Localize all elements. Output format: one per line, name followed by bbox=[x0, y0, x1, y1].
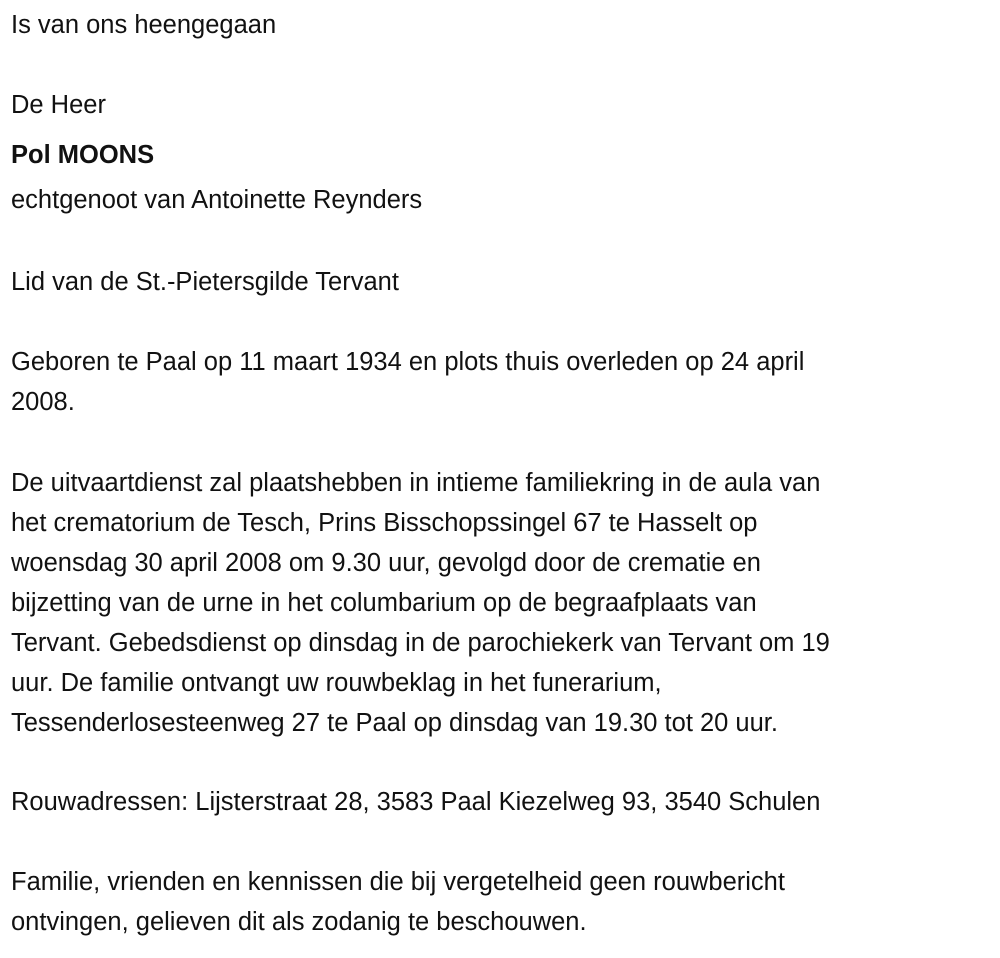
intro-text: Is van ons heengegaan bbox=[11, 11, 277, 39]
paragraph-line: 2008. bbox=[11, 388, 75, 416]
paragraph-line: De uitvaartdienst zal plaatshebben in intieme familiekring in de aula van bbox=[11, 469, 821, 497]
addresses-text: Rouwadressen: Lijsterstraat 28, 3583 Paal Kiezelweg 93, 3540 Schulen bbox=[11, 788, 821, 816]
deceased-name: Pol MOONS bbox=[11, 141, 155, 169]
title-prefix: De Heer bbox=[11, 91, 106, 119]
paragraph-line: Tessenderlosesteenweg 27 te Paal op dinsdag van 19.30 tot 20 uur. bbox=[11, 709, 778, 737]
paragraph-line: ontvingen, gelieven dit als zodanig te beschouwen. bbox=[11, 908, 587, 936]
birth-death-paragraph bbox=[11, 342, 804, 422]
service-paragraph bbox=[11, 463, 830, 743]
paragraph-line: Tervant. Gebedsdienst op dinsdag in de parochiekerk van Tervant om 19 bbox=[11, 629, 830, 657]
spouse-text: echtgenoot van Antoinette Reynders bbox=[11, 186, 423, 214]
membership-text: Lid van de St.-Pietersgilde Tervant bbox=[11, 268, 399, 296]
paragraph-line: uur. De familie ontvangt uw rouwbeklag in het funerarium, bbox=[11, 669, 662, 697]
paragraph-line: het crematorium de Tesch, Prins Bisschopssingel 67 te Hasselt op bbox=[11, 509, 758, 537]
paragraph-line: woensdag 30 april 2008 om 9.30 uur, gevolgd door de crematie en bbox=[11, 549, 761, 577]
paragraph-line: bijzetting van de urne in het columbarium op de begraafplaats van bbox=[11, 589, 757, 617]
closing-paragraph bbox=[11, 862, 785, 942]
paragraph-line: Familie, vrienden en kennissen die bij vergetelheid geen rouwbericht bbox=[11, 868, 785, 896]
paragraph-line: Geboren te Paal op 11 maart 1934 en plots thuis overleden op 24 april bbox=[11, 348, 805, 376]
